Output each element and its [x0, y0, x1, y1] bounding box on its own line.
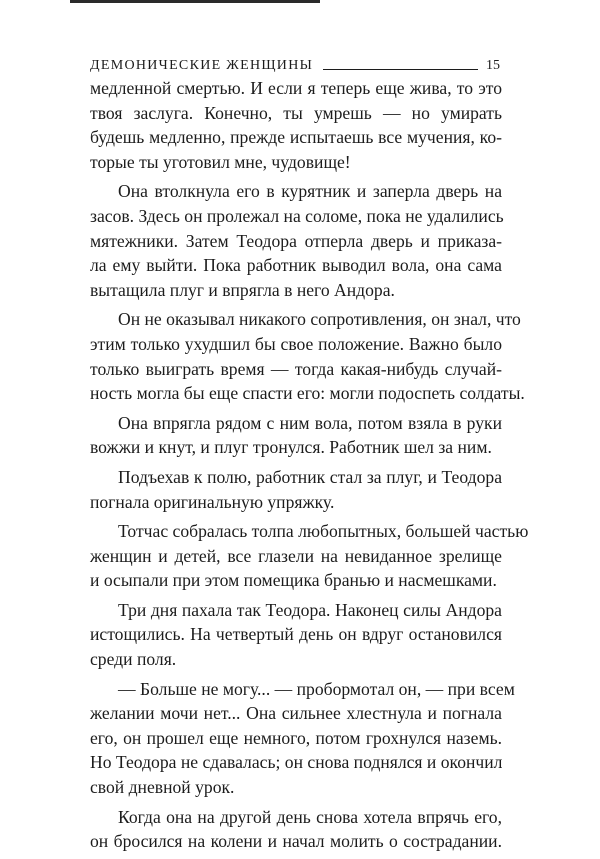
text-line: Подъехав к полю, работник стал за плуг, и Теодора [118, 466, 502, 487]
text-line: ла ему выйти. Пока работник выводил вола, она сама [90, 255, 502, 276]
running-header-title: ДЕМОНИЧЕСКИЕ ЖЕНЩИНЫ [90, 58, 314, 73]
paragraph [90, 179, 502, 302]
text-line: Три дня пахала так Теодора. Наконец силы Андора [118, 599, 502, 620]
text-line: будешь медленно, прежде испытаешь все мучения, ко- [90, 127, 502, 148]
paragraph [90, 76, 502, 174]
text-line: вытащила плуг и впрягла в него Андора. [90, 279, 395, 300]
text-line: мятежники. Затем Теодора отперла дверь и приказа- [90, 230, 502, 251]
text-line: Он не оказывал никакого сопротивления, он знал, что [118, 309, 521, 330]
text-line: засов. Здесь он пролежал на соломе, пока не удалились [90, 205, 504, 226]
paragraph [90, 598, 502, 672]
text-line: ность могла бы еще спасти его: могли подоспеть солдаты. [90, 383, 525, 404]
body-text [90, 76, 529, 859]
text-line: Но Теодора не сдавалась; он снова поднялся и окончил [90, 752, 503, 773]
paragraph [90, 805, 502, 854]
text-line: Она втолкнула его в курятник и заперла дверь на [118, 181, 502, 202]
text-line: только выиграть время — тогда какая-нибудь случай- [90, 358, 502, 379]
paragraph [90, 519, 529, 593]
text-line: твоя заслуга. Конечно, ты умрешь — но умирать [90, 102, 502, 123]
text-line: среди поля. [90, 649, 177, 670]
text-line: Когда она на другой день снова хотела впрячь его, [118, 806, 502, 827]
paragraph [90, 465, 502, 514]
text-line: желании мочи нет... Она сильнее хлестнула и погнала [90, 703, 502, 724]
text-line: торые ты уготовил мне, чудовище! [90, 151, 351, 172]
text-line: истощились. На четвертый день он вдруг остановился [90, 624, 502, 645]
text-line: свой дневной урок. [90, 777, 235, 798]
text-line: его, он прошел еще немного, потом грохнулся наземь. [90, 727, 502, 748]
top-edge-rule [70, 0, 320, 3]
text-line: — Больше не могу... — пробормотал он, — при всем [118, 678, 515, 699]
text-line: погнала оригинальную упряжку. [90, 491, 335, 512]
header-rule [323, 69, 478, 71]
text-line: вожжи и кнут, и плуг тронулся. Работник шел за ним. [90, 437, 492, 458]
text-line: Тотчас собралась толпа любопытных, большей частью [118, 521, 529, 542]
page-number: 15 [486, 58, 500, 73]
paragraph [90, 677, 515, 800]
text-line: этим только ухудшил бы свое положение. Важно было [90, 333, 502, 354]
paragraph [90, 411, 502, 460]
text-line: и осыпали при этом помещика бранью и насмешками. [90, 570, 497, 591]
paragraph [90, 307, 525, 405]
text-line: женщин и детей, все глазели на невиданное зрелище [90, 545, 502, 566]
text-line: Она впрягла рядом с ним вола, потом взяла в руки [118, 412, 502, 433]
text-line: он бросился на колени и начал молить о сострадании. [90, 831, 502, 852]
running-header [90, 52, 500, 74]
text-line: медленной смертью. И если я теперь еще жива, то это [90, 78, 502, 98]
